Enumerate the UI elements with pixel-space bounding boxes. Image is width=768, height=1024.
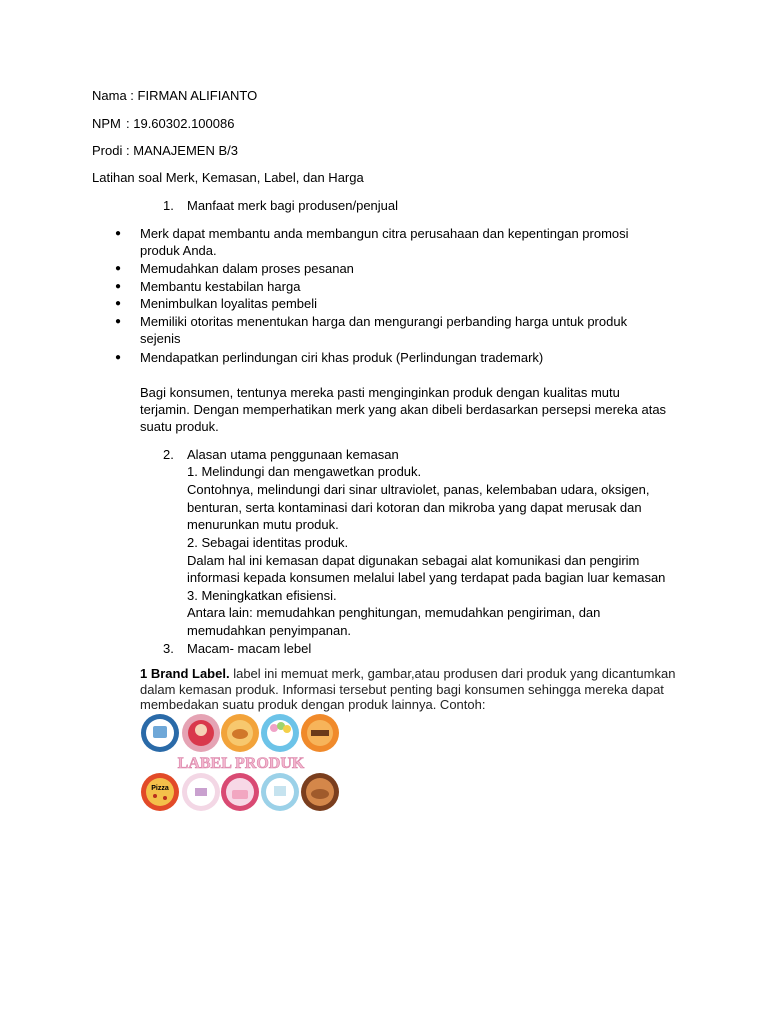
section1-number: 1. — [163, 198, 174, 213]
nama-value: FIRMAN ALIFIANTO — [137, 88, 258, 103]
sticker-7 — [182, 773, 220, 811]
brand-label-line-1 — [140, 665, 675, 682]
section2-line: Antara lain: memudahkan penghitungan, memudahkan pengiriman, dan — [187, 605, 601, 620]
brand-label-line-3: membedakan suatu produk dengan produk lainnya. Contoh: — [140, 697, 486, 712]
nama-label: Nama — [92, 88, 127, 103]
nama-line: Nama : FIRMAN ALIFIANTO — [92, 88, 258, 103]
section2-line: memudahkan penyimpanan. — [187, 623, 352, 638]
prodi-line: Prodi : MANAJEMEN B/3 — [92, 143, 238, 158]
brand-label-line-2: dalam kemasan produk. Informasi tersebut penting bagi konsumen sehingga mereka dapat — [140, 682, 664, 697]
label-produk-image — [140, 712, 342, 814]
bullet-dot: ● — [115, 228, 122, 239]
sticker-5 — [301, 714, 339, 752]
sticker-8 — [221, 773, 259, 811]
bullet-4: Menimbulkan loyalitas pembeli — [140, 296, 318, 311]
section2-line: benturan, serta kontaminasi dari kotoran dan mikroba yang dapat merusak dan — [187, 500, 642, 515]
section2-line: menurunkan mutu produk. — [187, 517, 339, 532]
bullet-dot: ● — [115, 281, 122, 292]
bullet-1-line-1: Merk dapat membantu anda membangun citra perusahaan dan kepentingan promosi — [140, 226, 629, 241]
sticker-2 — [182, 714, 220, 752]
section2-line: 2. Sebagai identitas produk. — [187, 535, 349, 550]
paragraph-line-2: terjamin. Dengan memperhatikan merk yang akan dibeli berdasarkan persepsi mereka atas — [140, 402, 667, 417]
npm-value: 19.60302.100086 — [133, 116, 235, 131]
bullet-dot: ● — [115, 352, 122, 363]
brand-label-title: 1 Brand Label. — [140, 666, 230, 681]
pizza-text: Pizza — [151, 785, 169, 792]
bullet-dot: ● — [115, 316, 122, 327]
prodi-label: Prodi — [92, 143, 123, 158]
section2-number: 2. — [163, 447, 174, 462]
section2-line: Contohnya, melindungi dari sinar ultraviolet, panas, kelembaban udara, oksigen, — [187, 482, 650, 497]
label-produk-banner — [178, 755, 305, 772]
section2-line: 3. Meningkatkan efisiensi. — [187, 588, 337, 603]
sticker-9 — [261, 773, 299, 811]
sticker-3 — [221, 714, 259, 752]
brand-label-text: label ini memuat merk, gambar,atau produsen dari produk yang dicantumkan — [233, 666, 676, 681]
paragraph-line-1: Bagi konsumen, tentunya mereka pasti menginginkan produk dengan kualitas mutu — [140, 385, 620, 400]
section2-line: 1. Melindungi dan mengawetkan produk. — [187, 464, 422, 479]
sticker-4 — [261, 714, 299, 752]
prodi-value: MANAJEMEN B/3 — [133, 143, 238, 158]
section2-line: Dalam hal ini kemasan dapat digunakan sebagai alat komunikasi dan pengirim — [187, 553, 640, 568]
bullet-5-line-1: Memiliki otoritas menentukan harga dan mengurangi perbanding harga untuk produk — [140, 314, 628, 329]
bullet-dot: ● — [115, 298, 122, 309]
section2-heading: Alasan utama penggunaan kemasan — [187, 447, 399, 462]
section3-number: 3. — [163, 641, 174, 656]
section2-line: informasi kepada konsumen melalui label yang terdapat pada bagian luar kemasan — [187, 570, 666, 585]
sticker-6 — [141, 773, 179, 811]
bullet-5-line-2: sejenis — [140, 331, 181, 346]
sticker-1 — [141, 714, 179, 752]
npm-label: NPM — [92, 116, 121, 131]
npm-line: NPM : 19.60302.100086 — [92, 116, 235, 131]
bullet-dot: ● — [115, 263, 122, 274]
section3-heading: Macam- macam lebel — [187, 641, 312, 656]
bullet-6: Mendapatkan perlindungan ciri khas produk (Perlindungan trademark) — [140, 350, 544, 365]
bullet-1-line-2: produk Anda. — [140, 243, 217, 258]
document-title: Latihan soal Merk, Kemasan, Label, dan Harga — [92, 170, 364, 185]
paragraph-line-3: suatu produk. — [140, 419, 219, 434]
sticker-10 — [301, 773, 339, 811]
bullet-2: Memudahkan dalam proses pesanan — [140, 261, 354, 276]
section1-heading: Manfaat merk bagi produsen/penjual — [187, 198, 399, 213]
bullet-3: Membantu kestabilan harga — [140, 279, 301, 294]
banner-text: LABEL PRODUK — [177, 755, 305, 772]
